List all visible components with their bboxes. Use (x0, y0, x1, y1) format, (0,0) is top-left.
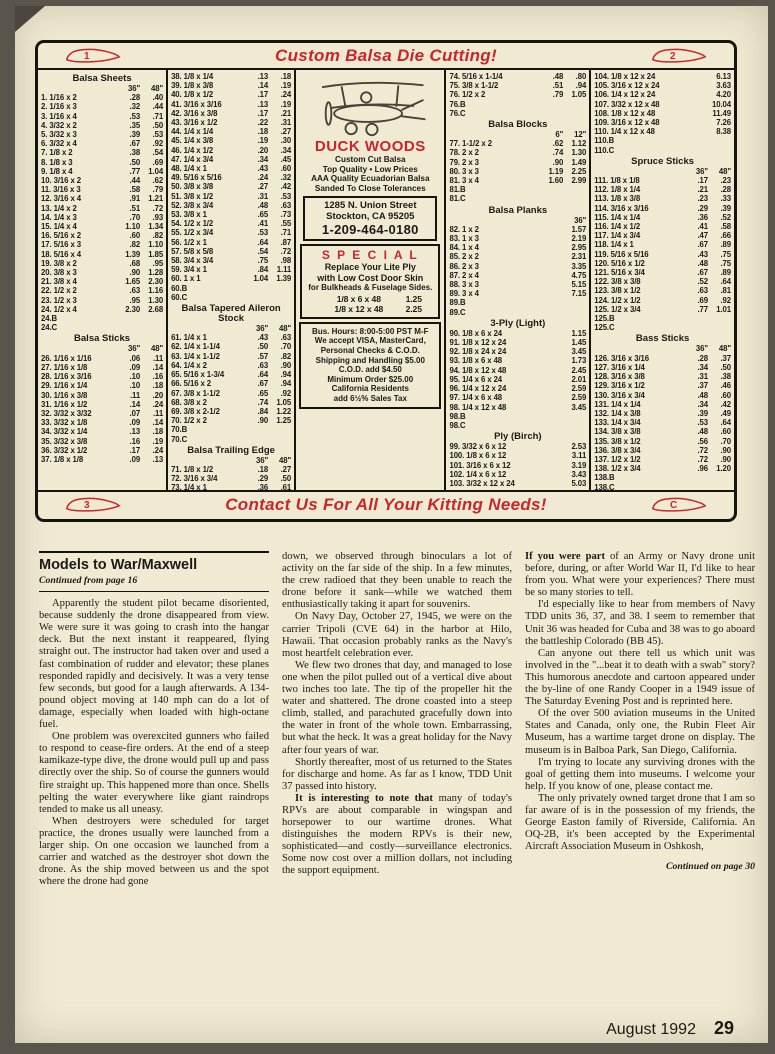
page-footer (606, 1018, 734, 1039)
price-row: 42. 3/16 x 3/8 .17 .21 (171, 108, 292, 118)
ad-column-2 (166, 70, 294, 490)
special-title: S P E C I A L (321, 248, 419, 263)
price-row: 89.B (449, 298, 466, 308)
price-row: 66. 5/16 x 2 .67 .94 (171, 379, 292, 389)
price-row: 125.B (594, 314, 615, 324)
size-column-headers: 6" 12" (555, 130, 587, 140)
issue-date: August 1992 (606, 1021, 696, 1038)
price-row: 131. 1/4 x 1/4 .34 .42 (594, 399, 731, 409)
airfoil-marker-icon (650, 46, 708, 65)
price-row: 108. 1/8 x 12 x 48 11.49 (594, 108, 731, 118)
price-row: 28. 1/16 x 3/16 .10 .16 (41, 372, 164, 382)
price-row: 130. 3/16 x 3/4 .48 .60 (594, 390, 731, 400)
article-text-block (39, 598, 269, 888)
terms-box (299, 322, 441, 409)
text-line: We accept VISA, MasterCard, (314, 336, 426, 346)
tagline-sanded: Sanded To Close Tolerances (314, 183, 426, 193)
price-section-balsa-sheets (41, 74, 163, 332)
price-row: 11. 3/16 x 3 .58 .79 (41, 185, 164, 195)
text-line: Minimum Order $25.00 (327, 374, 414, 384)
price-row: 18. 5/16 x 4 1.39 1.85 (41, 249, 164, 259)
price-row: 24.B (41, 314, 58, 324)
article-paragraph: We flew two drones that day, and managed to lose one when the pilot pulled out of a vertical dive about two inches too late. The tip of the propeller hit the water and shattered. The drone coasted into a steep climb, stalled, and parachuted gracefully down into the water in front of the whole town. Embarrassing, but what the heck. It was a great holiday for the Navy after four years of war. (282, 659, 512, 756)
ad-column-5 (589, 70, 734, 490)
price-section-3-ply-light (449, 319, 586, 430)
price-row: 80. 3 x 3 1.19 2.25 (449, 166, 587, 176)
balsa-advertisement (35, 40, 737, 522)
price-row: 138.B (594, 473, 615, 483)
article-paragraph: Can anyone out there tell us which unit was involved in the "...beat it to death with a swab" story? This humorous anecdote and cartoon appeared under the by-line of one Randy Cooper in a 1949 issue of The Saturday Evening Post and is reprinted here. (525, 647, 755, 708)
price-row: 67. 3/8 x 1-1/2 .65 .92 (171, 388, 292, 398)
price-row: 10. 3/16 x 2 .44 .62 (41, 176, 164, 186)
marker-number: 2 (669, 51, 676, 63)
price-row: 2. 1/16 x 3 .32 .44 (41, 102, 164, 112)
price-row: 92. 1/8 x 24 x 24 3.45 (449, 347, 587, 357)
price-section-balsa-sticks-cont (171, 72, 291, 302)
price-row: 20. 3/8 x 3 .90 1.28 (41, 268, 164, 278)
price-row: 64. 1/4 x 2 .63 .90 (171, 360, 292, 370)
price-row: 73. 1/4 x 1 .36 .61 (171, 483, 292, 490)
price-row: 9. 1/8 x 4 .77 1.04 (41, 166, 164, 176)
price-row: 5. 3/32 x 3 .39 .53 (41, 130, 164, 140)
price-row: 100. 1/8 x 6 x 12 3.11 (449, 451, 587, 461)
price-section-ply-birch-cont (594, 72, 731, 155)
ad-top-banner (38, 43, 734, 70)
section-title: Balsa Trailing Edge (187, 444, 275, 456)
price-row: 98.C (449, 420, 466, 430)
price-row: 115. 1/4 x 1/4 .36 .52 (594, 212, 731, 222)
price-list-columns (38, 70, 734, 490)
price-row: 74. 5/16 x 1-1/4 .48 .80 (449, 72, 587, 81)
price-section-trailing-edge-cont (449, 72, 586, 118)
price-row: 61. 1/4 x 1 .43 .63 (171, 333, 292, 343)
text-line: C.O.D. add $4.50 (338, 365, 402, 375)
article-text-block (282, 551, 512, 878)
marker-number: 3 (83, 500, 90, 512)
price-row: 117. 1/4 x 3/4 .47 .66 (594, 231, 731, 241)
price-row: 89.C (449, 307, 466, 317)
continued-from-note: Continued from page 16 (39, 575, 138, 586)
price-row: 134. 3/8 x 3/8 .48 .60 (594, 427, 731, 437)
price-row: 84. 1 x 4 2.95 (449, 243, 587, 253)
price-row: 29. 1/16 x 1/4 .10 .18 (41, 381, 164, 391)
price-row: 126. 3/16 x 3/16 .28 .37 (594, 353, 731, 363)
price-row: 105. 3/16 x 12 x 24 3.63 (594, 81, 731, 91)
price-row: 40. 1/8 x 1/2 .17 .24 (171, 90, 292, 100)
price-row: 43. 3/16 x 1/2 .22 .31 (171, 118, 292, 128)
price-section-tapered-aileron (171, 304, 291, 444)
paragraph-bold-lead: It is interesting to note that (295, 792, 439, 804)
price-row: 62. 1/4 x 1-1/4 .50 .70 (171, 342, 292, 352)
price-row: 114. 3/16 x 3/16 .29 .39 (594, 203, 731, 213)
price-row: 96. 1/4 x 12 x 24 2.59 (449, 384, 587, 394)
price-row: 8. 1/8 x 3 .50 .69 (41, 157, 164, 167)
price-row: 110.C (594, 145, 615, 155)
section-title: Balsa Tapered Aileron Stock (181, 303, 281, 325)
price-row: 44. 1/4 x 1/4 .18 .27 (171, 127, 292, 137)
price-row: 35. 3/32 x 3/8 .16 .19 (41, 436, 164, 446)
price-row: 22. 1/2 x 2 .63 1.16 (41, 286, 164, 296)
price-row: 123. 3/8 x 1/2 .63 .81 (594, 286, 731, 296)
price-row: 110. 1/4 x 12 x 48 8.38 (594, 127, 731, 137)
article (39, 551, 755, 1009)
price-row: 15. 1/4 x 4 1.10 1.34 (41, 222, 164, 232)
tagline-quality: Top Quality • Low Prices (322, 164, 418, 174)
ad-footer-headline: Contact Us For All Your Kitting Needs! (225, 494, 547, 514)
price-row: 24.C (41, 323, 58, 333)
article-paragraph: The only privately owned target drone that I am so far aware of is in the possession of my friends, the George Easton family of Riverside, California. An OQ-2B, it's been accepted by the Experimental Aircraft Association Museum in Oshkosh, (525, 792, 755, 853)
article-header (39, 551, 269, 592)
price-row: 55. 1/2 x 3/4 .53 .71 (171, 228, 292, 238)
section-title: Balsa Sheets (72, 73, 132, 84)
price-row: 76.B (449, 99, 466, 109)
price-row: 24. 1/2 x 4 2.30 2.68 (41, 304, 164, 314)
price-row: 104. 1/8 x 12 x 24 6.13 (594, 72, 731, 81)
section-title: 3-Ply (Light) (490, 317, 546, 329)
price-row: 93. 1/8 x 6 x 48 1.73 (449, 356, 587, 366)
ad-center-column (294, 70, 444, 490)
size-column-headers: 36" 48" (256, 324, 292, 334)
price-row: 88. 3 x 3 5.15 (449, 280, 587, 290)
price-row: 70.C (171, 434, 188, 444)
size-column-headers: 36" 48" (695, 166, 731, 176)
price-section-bass-sticks (594, 334, 731, 490)
article-column-2 (282, 551, 512, 1009)
article-paragraph: down, we observed through binoculars a lot of activity on the far side of the ship. In a few minutes, the crew radioed that they been unable to reach the drone before it sank—while we watched them enthusiastically taking it apart for souvenirs. (282, 551, 512, 611)
price-row: 135. 3/8 x 1/2 .56 .70 (594, 436, 731, 446)
section-title: Ply (Birch) (494, 431, 542, 443)
price-row: 112. 1/8 x 1/4 .21 .28 (594, 185, 731, 195)
price-row: 58. 3/4 x 3/4 .75 .98 (171, 256, 292, 266)
article-paragraph: One problem was overexcited gunners who failed to respond to cease-fire orders. At the end of a steep kamikaze-type dive, the drone would pull up and pass directly over the ship. So of course the gunners would fire straight up. This happened more than once. Shells pelting the water everywhere like giant raindrops tended to make us all uneasy. (39, 731, 269, 815)
price-row: 132. 1/4 x 3/8 .39 .49 (594, 408, 731, 418)
price-row: 125.C (594, 323, 615, 333)
price-row: 87. 2 x 4 4.75 (449, 270, 587, 280)
price-row: 127. 3/16 x 1/4 .34 .50 (594, 362, 731, 372)
address-box (303, 196, 437, 241)
tagline-custom-cut: Custom Cut Balsa (335, 155, 406, 164)
price-row: 125. 1/2 x 3/4 .77 1.01 (594, 304, 731, 314)
article-paragraph: I'm trying to locate any surviving drones with the goal of getting them into museums. I welcome your help. If you know of one, please contact me. (525, 756, 755, 792)
price-row: 89. 3 x 4 7.15 (449, 289, 587, 299)
price-row: 1/8 x 6 x 48 1.25 (336, 293, 422, 304)
price-row: 113. 1/8 x 3/8 .23 .33 (594, 194, 731, 204)
special-line-3: for Bulkheads & Fuselage Sides. (308, 283, 433, 293)
article-text-block (525, 551, 755, 853)
section-title: Balsa Planks (488, 204, 548, 216)
article-paragraph: Shortly thereafter, most of us returned to the States for discharge and home. As far as I know, TDD Unit 37 passed into history. (282, 756, 512, 792)
price-row: 65. 5/16 x 1-3/4 .64 .94 (171, 370, 292, 380)
price-row: 101. 3/16 x 6 x 12 3.19 (449, 460, 587, 470)
price-row: 54. 1/2 x 1/2 .41 .55 (171, 219, 292, 229)
article-paragraph: On Navy Day, October 27, 1945, we were on the carrier Tripoli (CVE 64) in the harbor at Hilo, Hawaii. That occasion probably ranks as the Navy's most heartfelt celebration ever. (282, 611, 512, 659)
price-row: 133. 1/4 x 3/4 .53 .64 (594, 418, 731, 428)
price-row: 72. 3/16 x 3/4 .29 .50 (171, 474, 292, 484)
price-row: 82. 1 x 2 1.57 (449, 224, 587, 234)
article-paragraph: It is interesting to note that many of today's RPVs are about comparable in wingspan and horsepower to our wartime drones. What distinguishes the modern RPVs is their new, sophisticated—and costly—surveillance electronics. Some now cost over a million dollars, not including the support equipment. (282, 792, 512, 877)
price-row: 48. 1/4 x 1 .43 .60 (171, 164, 292, 174)
price-row: 124. 1/2 x 1/2 .69 .92 (594, 295, 731, 305)
text-line: Personal Checks & C.O.D. (320, 346, 420, 356)
price-row: 1. 1/16 x 2 .28 .40 (41, 93, 164, 103)
price-row: 60. 1 x 1 1.04 1.39 (171, 274, 292, 284)
price-row: 76. 1/2 x 2 .79 1.05 (449, 90, 587, 100)
price-row: 60.C (171, 292, 188, 302)
price-row: 37. 1/8 x 1/8 .09 .13 (41, 454, 164, 464)
price-section-balsa-planks (449, 206, 586, 317)
price-row: 137. 1/2 x 1/2 .72 .90 (594, 454, 731, 464)
article-paragraph: If you were part of an Army or Navy drone unit before, during, or after World War II, I'd like to hear from you. What were your experiences? There must be so many stories to tell. (525, 551, 755, 599)
price-row: 12. 3/16 x 4 .91 1.21 (41, 194, 164, 204)
price-row: 50. 3/8 x 3/8 .27 .42 (171, 182, 292, 192)
price-row: 109. 3/16 x 12 x 48 7.26 (594, 118, 731, 128)
price-row: 111. 1/8 x 1/8 .17 .23 (594, 176, 731, 186)
price-row: 120. 5/16 x 1/2 .48 .75 (594, 258, 731, 268)
price-row: 57. 5/8 x 5/8 .54 .72 (171, 246, 292, 256)
marker-number: C (669, 500, 678, 512)
city-state-zip: Stockton, CA 95205 (326, 211, 415, 223)
price-row: 45. 1/4 x 3/8 .19 .30 (171, 136, 292, 146)
price-row: 81. 3 x 4 1.60 2.99 (449, 176, 587, 186)
size-column-headers: 36" (574, 215, 587, 225)
size-column-headers: 36" 48" (127, 344, 164, 354)
price-row: 136. 3/8 x 3/4 .72 .90 (594, 445, 731, 455)
price-row: 97. 1/4 x 6 x 48 2.59 (449, 393, 587, 403)
ad-column-4 (444, 70, 589, 490)
price-section-balsa-sticks (41, 334, 163, 464)
size-column-headers: 36" 48" (695, 344, 731, 354)
special-line-2: with Low Cost Door Skin (317, 272, 424, 283)
price-row: 110.B (594, 136, 615, 146)
airfoil-marker-icon (64, 46, 122, 65)
price-row: 17. 5/16 x 3 .82 1.10 (41, 240, 164, 250)
price-row: 69. 3/8 x 2-1/2 .84 1.22 (171, 406, 292, 416)
price-row: 1/8 x 12 x 48 2.25 (334, 303, 422, 314)
price-row: 51. 3/8 x 1/2 .31 .53 (171, 191, 292, 201)
price-row: 95. 1/4 x 6 x 24 2.01 (449, 374, 587, 384)
price-row: 81.C (449, 194, 466, 204)
ad-headline: Custom Balsa Die Cutting! (275, 45, 497, 65)
price-row: 103. 3/32 x 12 x 24 5.03 (449, 478, 587, 488)
price-section-balsa-blocks (449, 120, 586, 204)
price-row: 116. 1/4 x 1/2 .41 .58 (594, 222, 731, 232)
section-title: Balsa Blocks (488, 119, 548, 131)
price-row: 52. 3/8 x 3/4 .48 .63 (171, 200, 292, 210)
magazine-page (15, 6, 768, 1043)
price-row: 16. 5/16 x 2 .60 .82 (41, 231, 164, 241)
biplane-illustration (299, 72, 441, 138)
price-row: 56. 1/2 x 1 .64 .87 (171, 237, 292, 247)
continued-on-note: Continued on page 30 (665, 861, 755, 873)
price-row: 19. 3/8 x 2 .68 .95 (41, 258, 164, 268)
price-row: 91. 1/8 x 12 x 24 1.45 (449, 338, 587, 348)
price-row: 47. 1/4 x 3/4 .34 .45 (171, 154, 292, 164)
article-paragraph: When destroyers were scheduled for target practice, the drones usually were launched from a larger ship. On one occasion we launched from a carrier and watched as the destroyer shot down the drone. As the ship moved between us and the spot where the drone had gone (39, 815, 269, 888)
size-column-headers: 36" 48" (256, 455, 292, 465)
price-row: 32. 3/32 x 3/32 .07 .11 (41, 408, 164, 418)
price-row: 70. 1/2 x 2 .90 1.25 (171, 416, 292, 426)
price-row: 118. 1/4 x 1 .67 .89 (594, 240, 731, 250)
price-row: 4. 3/32 x 2 .35 .50 (41, 120, 164, 130)
price-row: 121. 5/16 x 3/4 .67 .89 (594, 268, 731, 278)
section-title: Bass Sticks (635, 333, 690, 345)
price-row: 71. 1/8 x 1/2 .18 .27 (171, 464, 292, 474)
price-row: 138. 1/2 x 3/4 .96 1.20 (594, 464, 731, 474)
price-row: 77. 1-1/2 x 2 .62 1.12 (449, 139, 587, 149)
price-row: 138.C (594, 482, 615, 490)
price-section-spruce-sticks (594, 157, 731, 333)
brand-name: DUCK WOODS (314, 138, 426, 155)
price-row: 53. 3/8 x 1 .65 .73 (171, 210, 292, 220)
street-address: 1285 N. Union Street (324, 200, 417, 212)
article-paragraph: I'd especially like to hear from members of Navy TDD units 36, 37, and 38. I seem to remember that Unit 36 was headed for Cuba and 38 was to go aboard the battleship Colorado (BB 45). (525, 599, 755, 647)
tagline-ecuadorian: AAA Quality Ecuadorian Balsa (311, 174, 430, 184)
ad-bottom-banner (38, 490, 734, 517)
price-row: 38. 1/8 x 1/4 .13 .18 (171, 72, 292, 81)
price-row: 70.B (171, 425, 188, 435)
price-section-ply-birch (449, 432, 586, 488)
text-line: Shipping and Handling $5.00 (315, 355, 425, 365)
price-row: 13. 1/4 x 2 .51 .72 (41, 203, 164, 213)
section-title: Balsa Sticks (74, 333, 131, 345)
price-row: 27. 1/16 x 1/8 .09 .14 (41, 362, 164, 372)
price-row: 7. 1/8 x 2 .38 .54 (41, 148, 164, 158)
price-row: 78. 2 x 2 .74 1.30 (449, 148, 587, 158)
price-row: 36. 3/32 x 1/2 .17 .24 (41, 445, 164, 455)
size-column-headers: 36" 48" (127, 84, 164, 93)
article-paragraph: Of the over 500 aviation museums in the United States and Canada, only one, the Rubin Fleet Air Museum, has a wartime target drone on display. The museum is in Balboa Park, San Diego, California. (525, 708, 755, 756)
article-title: Models to War/Maxwell (39, 557, 198, 573)
price-row: 90. 1/8 x 6 x 24 1.15 (449, 328, 587, 338)
price-row: 39. 1/8 x 3/8 .14 .19 (171, 81, 292, 91)
paragraph-bold-lead: If you were part (525, 551, 610, 562)
price-row: 3. 1/16 x 4 .53 .71 (41, 111, 164, 121)
special-offer-box (300, 244, 440, 319)
text-line: California Residents (331, 384, 409, 394)
price-row: 6. 3/32 x 4 .67 .92 (41, 139, 164, 149)
price-row: 34. 3/32 x 1/4 .13 .18 (41, 427, 164, 437)
airfoil-marker-icon (64, 495, 122, 514)
text-line: Bus. Hours: 8:00-5:00 PST M-F (312, 326, 429, 336)
price-row: 33. 3/32 x 1/8 .09 .14 (41, 418, 164, 428)
phone-number: 1-209-464-0180 (321, 222, 419, 238)
text-line: add 6½% Sales Tax (333, 394, 407, 404)
price-row: 14. 1/4 x 3 .70 .93 (41, 212, 164, 222)
price-row: 85. 2 x 2 2.31 (449, 252, 587, 262)
price-row: 79. 2 x 3 .90 1.49 (449, 157, 587, 167)
article-column-3 (525, 551, 755, 1009)
price-row: 30. 1/16 x 3/8 .11 .20 (41, 390, 164, 400)
price-row: 41. 3/16 x 3/16 .13 .19 (171, 99, 292, 109)
price-row: 21. 3/8 x 4 1.65 2.30 (41, 277, 164, 287)
price-row: 128. 3/16 x 3/8 .31 .38 (594, 372, 731, 382)
price-row: 98. 1/4 x 12 x 48 3.45 (449, 402, 587, 412)
price-row: 102. 1/4 x 6 x 12 3.43 (449, 469, 587, 479)
price-row: 60.B (171, 283, 188, 293)
price-row: 23. 1/2 x 3 .95 1.30 (41, 295, 164, 305)
price-row: 94. 1/8 x 12 x 48 2.45 (449, 365, 587, 375)
price-row: 76.C (449, 108, 466, 118)
price-row: 99. 3/32 x 6 x 12 2.53 (449, 442, 587, 452)
price-row: 129. 3/16 x 1/2 .37 .46 (594, 381, 731, 391)
price-row: 49. 5/16 x 5/16 .24 .32 (171, 173, 292, 183)
price-row: 122. 3/8 x 3/8 .52 .64 (594, 277, 731, 287)
marker-number: 1 (83, 51, 90, 63)
special-prices (304, 294, 436, 314)
price-row: 98.B (449, 411, 466, 421)
price-row: 75. 3/8 x 1-1/2 .51 .94 (449, 81, 587, 91)
price-row: 46. 1/4 x 1/2 .20 .34 (171, 145, 292, 155)
price-row: 63. 1/4 x 1-1/2 .57 .82 (171, 351, 292, 361)
price-row: 59. 3/4 x 1 .84 1.11 (171, 265, 292, 275)
airfoil-marker-icon (650, 495, 708, 514)
price-row: 83. 1 x 3 2.19 (449, 234, 587, 244)
price-row: 86. 2 x 3 3.35 (449, 261, 587, 271)
price-row: 106. 1/4 x 12 x 24 4.20 (594, 90, 731, 100)
price-row: 107. 3/32 x 12 x 48 10.04 (594, 99, 731, 109)
special-line-1: Replace Your Lite Ply (324, 262, 416, 273)
ad-column-1 (38, 70, 166, 490)
price-row: 119. 5/16 x 5/16 .43 .75 (594, 249, 731, 259)
article-column-1 (39, 551, 269, 1009)
price-row: 26. 1/16 x 1/16 .06 .11 (41, 353, 164, 363)
price-row: 68. 3/8 x 2 .74 1.05 (171, 397, 292, 407)
article-paragraph: Apparently the student pilot became disoriented, because suddenly the drone disappeared from view. We were sure it was going to crash into the hangar deck. But the next instant it reappeared, flying straight out. The instructor had taken over and used a fast combination of rudder and elevator; these planes responded rapidly and decisively. It was a very tense few seconds, but good for a laugh afterwards. A 134-pound object moving at 140 mph can do a lot of damage, especially when loaded with high-octane fuel. (39, 598, 269, 731)
price-row: 81.B (449, 185, 466, 195)
price-row: 31. 1/16 x 1/2 .14 .24 (41, 399, 164, 409)
page-number: 29 (713, 1018, 734, 1038)
page-corner-fold (15, 6, 45, 32)
section-title: Spruce Sticks (631, 155, 695, 167)
price-section-trailing-edge (171, 446, 291, 490)
